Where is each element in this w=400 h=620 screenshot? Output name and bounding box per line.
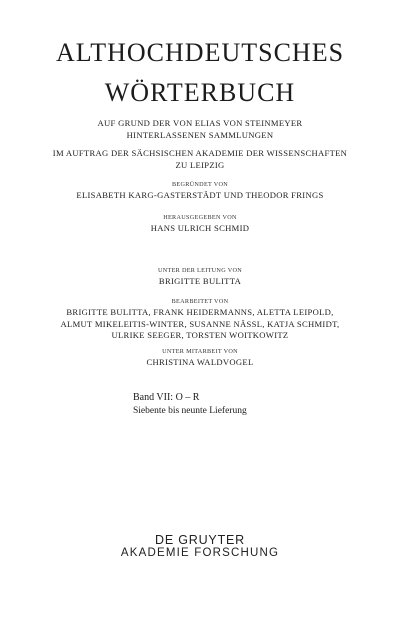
collaboration-label: UNTER MITARBEIT VON	[162, 348, 238, 355]
edited-line-3: ULRIKE SEEGER, TORSTEN WOITKOWITZ	[111, 330, 289, 340]
basis-line-2: HINTERLASSENEN SAMMLUNGEN	[126, 129, 274, 140]
editor-label: HERAUSGEGEBEN VON	[163, 214, 237, 221]
edited-line-2: ALMUT MIKELEITIS-WINTER, SUSANNE NÄSSL, KATJA SCHMIDT,	[60, 318, 340, 329]
editor-name: HANS ULRICH SCHMID	[150, 223, 250, 233]
title-line-2: WÖRTERBUCH	[104, 78, 296, 107]
publisher-series: AKADEMIE FORSCHUNG	[120, 547, 280, 559]
basis-line-1: AUF GRUND DER VON ELIAS VON STEINMEYER	[97, 118, 303, 128]
direction-label: UNTER DER LEITUNG VON	[157, 267, 243, 274]
edited-label: BEARBEITET VON	[171, 298, 229, 305]
title-line-1: ALTHOCHDEUTSCHES	[55, 38, 345, 67]
commission-text	[0, 148, 400, 171]
edited-line-1: BRIGITTE BULITTA, FRANK HEIDERMANNS, ALETTA LEIPOLD,	[66, 307, 334, 317]
commission-line-1: IM AUFTRAG DER SÄCHSISCHEN AKADEMIE DER WISSENSCHAFTEN	[52, 148, 348, 158]
collaboration-name: CHRISTINA WALDVOGEL	[146, 357, 254, 367]
publisher-name: DE GRUYTER	[155, 533, 245, 547]
commission-line-2: ZU LEIPZIG	[175, 159, 225, 170]
founded-names: ELISABETH KARG-GASTERSTÄDT UND THEODOR FRINGS	[76, 190, 324, 200]
basis-text	[0, 118, 400, 141]
edited-names	[0, 307, 400, 342]
volume-lieferung: Siebente bis neunte Lieferung	[133, 406, 247, 416]
founded-label: BEGRÜNDET VON	[171, 181, 229, 188]
direction-name: BRIGITTE BULITTA	[158, 276, 242, 286]
volume-band: Band VII: O – R	[133, 392, 200, 403]
